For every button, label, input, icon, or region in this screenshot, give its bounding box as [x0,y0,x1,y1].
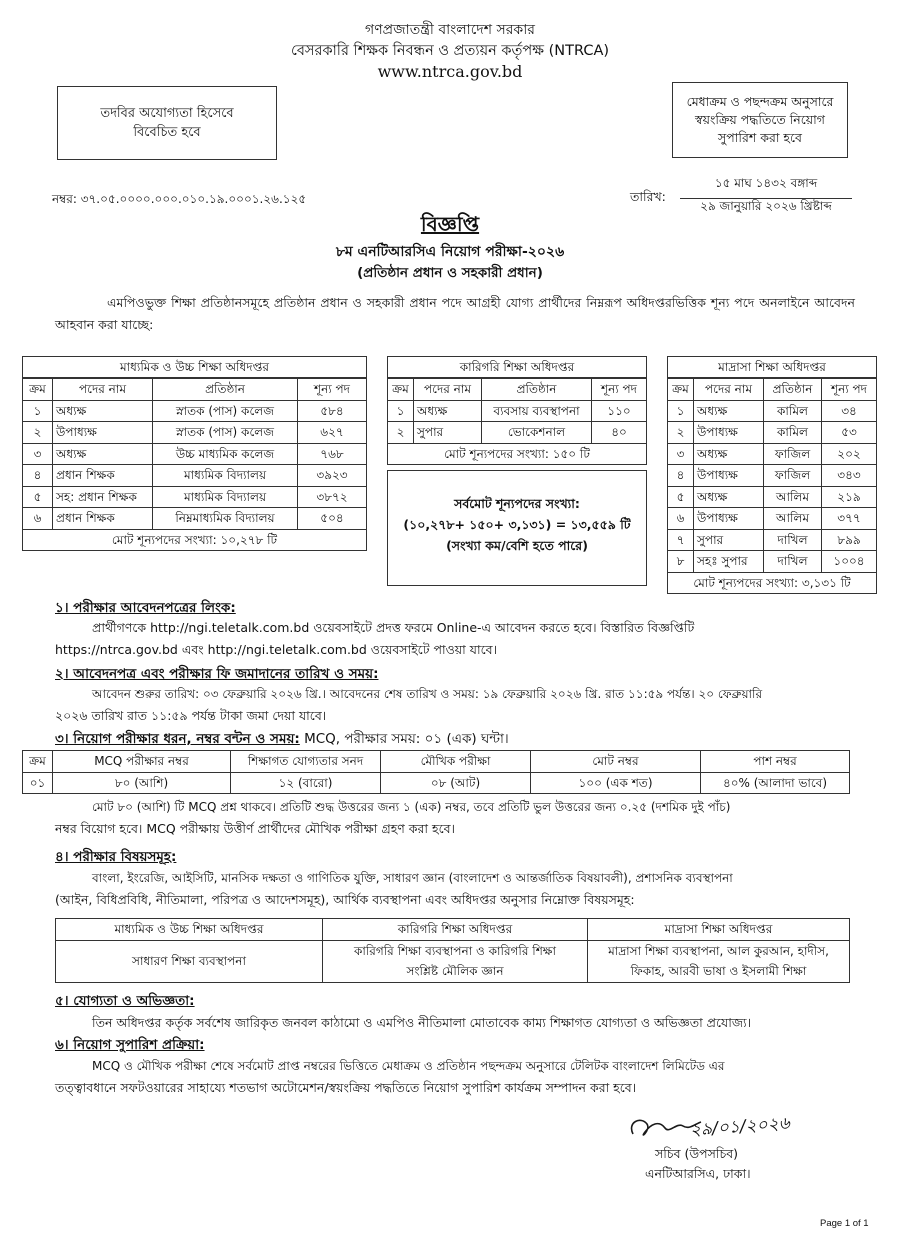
cell: অধ্যক্ষ [53,400,153,422]
col-header: ক্রম [668,379,694,401]
page-subtitle-2: (প্রতিষ্ঠান প্রধান ও সহকারী প্রধান) [357,265,543,281]
cell: ৬ [23,508,53,530]
grand-total-box [387,470,647,586]
table-row [23,508,367,530]
memo-number: নম্বর: ৩৭.০৫.০০০০.০০০.০১০.১৯.০০০১.২৬.১২৫ [52,192,307,206]
cell: কামিল [764,400,822,422]
cell: সহঃ সুপার [694,551,764,573]
grand-total-note: (সংখ্যা কম/বেশি হতে পারে) [446,538,588,553]
cell: অধ্যক্ষ [53,443,153,465]
marks-table [22,750,850,794]
cell: ২১৯ [822,486,877,508]
cell: ৮ [668,551,694,573]
cell: ১২ (বারো) [231,772,381,794]
cell: ফাজিল [764,465,822,487]
intro-paragraph: এমপিওভুক্ত শিক্ষা প্রতিষ্ঠানসমূহে প্রতিষ্ঠান প্রধান ও সহকারী প্রধান পদে আগ্রহী যোগ্য প্রার্থীদের নিম্নরূপ অধিদপ্তরভিত্তিক শূন্য পদে অনলাইনে আবেদন আহবান করা যাচ্ছে: [55,295,855,332]
cell: ৭ [668,529,694,551]
table-row [668,486,877,508]
col-header: মাদ্রাসা শিক্ষা অধিদপ্তর [588,919,850,941]
header-govt: গণপ্রজাতন্ত্রী বাংলাদেশ সরকার [365,22,535,38]
cell: ৪০ [592,422,647,444]
section-5-line-1: তিন অধিদপ্তর কর্তৃক সর্বশেষ জারিকৃত জনবল কাঠামো ও এমপিও নীতিমালা মোতাবেক কাম্য শিক্ষাগত যোগ্যতা ও অভিজ্ঞতা প্রযোজ্য। [92,1015,752,1030]
section-1-line-2: https://ntrca.gov.bd এবং http://ngi.teletalk.com.bd ওয়েবসাইটে পাওয়া যাবে। [55,642,498,657]
table-row [23,443,367,465]
cell: উচ্চ মাধ্যমিক কলেজ [153,443,298,465]
cell: কামিল [764,422,822,444]
subject-madrasa-line-2: ফিকাহ, আরবী ভাষা ও ইসলামী শিক্ষা [630,964,807,978]
table-secondary-total: মোট শূন্যপদের সংখ্যা: ১০,২৭৮ টি [22,530,367,551]
section-3-heading-tail: MCQ, পরীক্ষার সময়: ০১ (এক) ঘন্টা। [299,731,509,747]
table-row [23,772,850,794]
section-2-line-2: ২০২৬ তারিখ রাত ১১:৫৯ পর্যন্ত টাকা জমা দেয়া যাবে। [55,708,327,723]
cell: ২ [23,422,53,444]
page-number: Page 1 of 1 [820,1218,869,1229]
cell: প্রধান শিক্ষক [53,465,153,487]
page-title: বিজ্ঞপ্তি [420,212,480,236]
section-3-heading-row [55,728,509,751]
col-header: মৌখিক পরীক্ষা [381,751,531,773]
cell: অধ্যক্ষ [694,443,764,465]
section-4-line-1: বাংলা, ইংরেজি, আইসিটি, মানসিক দক্ষতা ও গাণিতিক যুক্তি, সাধারণ জ্ঞান (বাংলাদেশ ও আন্তর্জাতিক বিষয়াবলী), প্রশাসনিক ব্যবস্থাপনা [92,871,733,885]
table-madrasa-caption: মাদ্রাসা শিক্ষা অধিদপ্তর [667,356,877,378]
date-bangla: ১৫ মাঘ ১৪৩২ বঙ্গাব্দ [680,175,852,199]
col-header: ক্রম [23,751,53,773]
col-header: শূন্য পদ [822,379,877,401]
section-4-line-2: (আইন, বিধিপ্রবিধি, নীতিমালা, পরিপত্র ও আদেশসমূহ), আর্থিক ব্যবস্থাপনা এবং অধিদপ্তর অনুসার নিম্নোক্ত বিষয়সমূহ: [55,892,635,907]
cell: মাধ্যমিক বিদ্যালয় [153,486,298,508]
cell [323,940,588,982]
subject-technical-line-1: কারিগরি শিক্ষা ব্যবস্থাপনা ও কারিগরি শিক্ষা [353,943,557,958]
cell: আলিম [764,508,822,530]
table-row [23,486,367,508]
table-row [668,422,877,444]
table-row [668,508,877,530]
box-right-line-1: মেধাক্রম ও পছন্দক্রম অনুসারে [686,94,834,109]
cell: ২ [668,422,694,444]
box-right-line-3: সুপারিশ করা হবে [718,130,802,145]
col-header: ক্রম [23,379,53,401]
col-header: শূন্য পদ [298,379,367,401]
table-madrasa [667,356,877,594]
col-header: পদের নাম [414,379,482,401]
cell: ব্যবসায় ব্যবস্থাপনা [482,400,592,422]
cell: ৩ [23,443,53,465]
cell: অধ্যক্ষ [414,400,482,422]
col-header: পাশ নম্বর [701,751,850,773]
table-row [388,422,647,444]
col-header: প্রতিষ্ঠান [482,379,592,401]
section-3-note-1: মোট ৮০ (আশি) টি MCQ প্রশ্ন থাকবে। প্রতিটি শুদ্ধ উত্তরের জন্য ১ (এক) নম্বর, তবে প্রতিটি ভুল উত্তরের জন্য ০.২৫ (দশমিক দুই পাঁচ) [92,800,731,814]
cell: ৪০% (আলাদা ভাবে) [701,772,850,794]
section-5-heading: ৫। যোগ্যতা ও অভিজ্ঞতা: [55,993,195,1009]
grand-total-sum: (১০,২৭৮+ ১৫০+ ৩,১৩১) = ১৩,৫৫৯ টি [403,517,631,532]
col-header: MCQ পরীক্ষার নম্বর [53,751,231,773]
cell: ৫৮৪ [298,400,367,422]
cell: ০৮ (আট) [381,772,531,794]
section-6-heading: ৬। নিয়োগ সুপারিশ প্রক্রিয়া: [55,1037,205,1053]
cell: ৮০ (আশি) [53,772,231,794]
table-row [388,400,647,422]
cell: ৩ [668,443,694,465]
cell: আলিম [764,486,822,508]
col-header: কারিগরি শিক্ষা অধিদপ্তর [323,919,588,941]
section-4-heading: ৪। পরীক্ষার বিষয়সমূহ: [55,849,177,865]
col-header: শিক্ষাগত যোগ্যতার সনদ [231,751,381,773]
section-1-line-1: প্রার্থীগণকে http://ngi.teletalk.com.bd ওয়েবসাইটে প্রদত্ত ফরমে Online-এ আবেদন করতে হবে। বিস্তারিত বিজ্ঞপ্তিটি [92,620,695,635]
subjects-table [55,918,850,983]
subject-madrasa-line-1: মাদ্রাসা শিক্ষা ব্যবস্থাপনা, আল কুরআন, হাদীস, [608,943,829,958]
col-header: শূন্য পদ [592,379,647,401]
col-header: পদের নাম [53,379,153,401]
cell: ৩৪৩ [822,465,877,487]
table-row [668,465,877,487]
cell: সহ: প্রধান শিক্ষক [53,486,153,508]
subject-technical-line-2: সংশ্লিষ্ট মৌলিক জ্ঞান [406,964,504,978]
cell: ৩৯২৩ [298,465,367,487]
cell: ৩৪ [822,400,877,422]
table-madrasa-total: মোট শূন্যপদের সংখ্যা: ৩,১৩১ টি [667,573,877,594]
cell: দাখিল [764,551,822,573]
cell: ৬ [668,508,694,530]
signature-designation: সচিব (উপসচিব) [655,1146,739,1161]
table-row [23,422,367,444]
cell: স্নাতক (পাস) কলেজ [153,422,298,444]
section-6-line-2: তত্ত্বাবধানে সফটওয়ারের সাহায্যে শতভাগ অটোমেশন/স্বয়ংক্রিয় পদ্ধতিতে নিয়োগ সুপারিশ কার্যক্রম সম্পাদন করা হবে। [55,1080,637,1095]
header-website[interactable]: www.ntrca.gov.bd [377,62,523,81]
cell: উপাধ্যক্ষ [694,422,764,444]
table-row [668,443,877,465]
box-right-line-2: স্বয়ংক্রিয় পদ্ধতিতে নিয়োগ [695,112,825,127]
section-3-heading: ৩। নিয়োগ পরীক্ষার ধরন, নম্বর বন্টন ও সময়: [55,731,300,747]
cell: ফাজিল [764,443,822,465]
cell: উপাধ্যক্ষ [53,422,153,444]
table-row [668,400,877,422]
cell: ৫ [668,486,694,508]
cell: ২০২ [822,443,877,465]
col-header: মাধ্যমিক ও উচ্চ শিক্ষা অধিদপ্তর [56,919,323,941]
cell: ৬২৭ [298,422,367,444]
cell: উপাধ্যক্ষ [694,465,764,487]
section-3-note-2: নম্বর বিয়োগ হবে। MCQ পরীক্ষায় উত্তীর্ণ প্রার্থীদের মৌখিক পরীক্ষা গ্রহণ করা হবে। [55,821,456,836]
cell: ৩৮৭২ [298,486,367,508]
col-header: মোট নম্বর [531,751,701,773]
section-2-line-1: আবেদন শুরুর তারিখ: ০৩ ফেব্রুয়ারি ২০২৬ খ্রি.। আবেদনের শেষ তারিখ ও সময়: ১৯ ফেব্রুয়ারি ২০২৬ খ্রি. রাত ১১:৫৯ পর্যন্ত। ২০ ফেব্রুয়ারি [92,687,763,701]
cell: মাধ্যমিক বিদ্যালয় [153,465,298,487]
cell: ০১ [23,772,53,794]
col-header: প্রতিষ্ঠান [153,379,298,401]
cell: দাখিল [764,529,822,551]
cell: উপাধ্যক্ষ [694,508,764,530]
box-left-line-1: তদবির অযোগ্যতা হিসেবে [100,106,234,121]
col-header: প্রতিষ্ঠান [764,379,822,401]
table-technical [387,356,647,465]
table-row [56,940,850,982]
cell: ১ [23,400,53,422]
cell: ৭৬৮ [298,443,367,465]
cell: ১১০ [592,400,647,422]
cell: ১ [388,400,414,422]
table-technical-caption: কারিগরি শিক্ষা অধিদপ্তর [387,356,647,378]
cell: ৫৩ [822,422,877,444]
section-1-heading: ১। পরীক্ষার আবেদনপত্রের লিংক: [55,600,236,616]
notice-box-right [672,82,848,158]
col-header: পদের নাম [694,379,764,401]
table-row [668,551,877,573]
cell: সুপার [694,529,764,551]
table-secondary-caption: মাধ্যমিক ও উচ্চ শিক্ষা অধিদপ্তর [22,356,367,378]
signature-date: ২৯/০১/২০২৬ [689,1113,791,1141]
page-subtitle: ৮ম এনটিআরসিএ নিয়োগ পরীক্ষা-২০২৬ [335,244,565,260]
cell: ৪ [23,465,53,487]
cell: ৫০৪ [298,508,367,530]
box-left-line-2: বিবেচিত হবে [133,125,201,140]
cell: ৩৭৭ [822,508,877,530]
notice-box-left [57,86,277,160]
signature-office: এনটিআরসিএ, ঢাকা। [645,1166,751,1181]
date-english: ২৯ জানুয়ারি ২০২৬ খ্রিষ্টাব্দ [700,199,832,213]
date-label: তারিখ: [630,189,666,204]
cell: স্নাতক (পাস) কলেজ [153,400,298,422]
table-secondary [22,356,367,551]
table-row [23,400,367,422]
cell: ১০০৪ [822,551,877,573]
table-technical-total: মোট শূন্যপদের সংখ্যা: ১৫০ টি [387,444,647,465]
cell [588,940,850,982]
cell: ১ [668,400,694,422]
cell: ২ [388,422,414,444]
header-org: বেসরকারি শিক্ষক নিবন্ধন ও প্রত্যয়ন কর্তৃপক্ষ (NTRCA) [290,43,610,59]
cell [56,940,323,982]
section-6-line-1: MCQ ও মৌখিক পরীক্ষা শেষে সর্বমোট প্রাপ্ত নম্বরের ভিত্তিতে মেধাক্রম ও প্রতিষ্ঠান পছন্দক্রম অনুসারে টেলিটক বাংলাদেশ লিমিটেড এর [92,1059,725,1073]
cell: ১০০ (এক শত) [531,772,701,794]
section-2-heading: ২। আবেদনপত্র এবং পরীক্ষার ফি জমাদানের তারিখ ও সময়: [55,666,379,682]
cell: ৪ [668,465,694,487]
cell: নিম্নমাধ্যমিক বিদ্যালয় [153,508,298,530]
table-row [668,529,877,551]
cell: ৫ [23,486,53,508]
cell: অধ্যক্ষ [694,486,764,508]
col-header: ক্রম [388,379,414,401]
cell: সুপার [414,422,482,444]
subject-secondary: সাধারণ শিক্ষা ব্যবস্থাপনা [132,953,246,968]
table-row [23,465,367,487]
cell: ভোকেশনাল [482,422,592,444]
grand-total-label: সর্বমোট শূন্যপদের সংখ্যা: [454,496,580,511]
cell: ৮৯৯ [822,529,877,551]
cell: প্রধান শিক্ষক [53,508,153,530]
cell: অধ্যক্ষ [694,400,764,422]
